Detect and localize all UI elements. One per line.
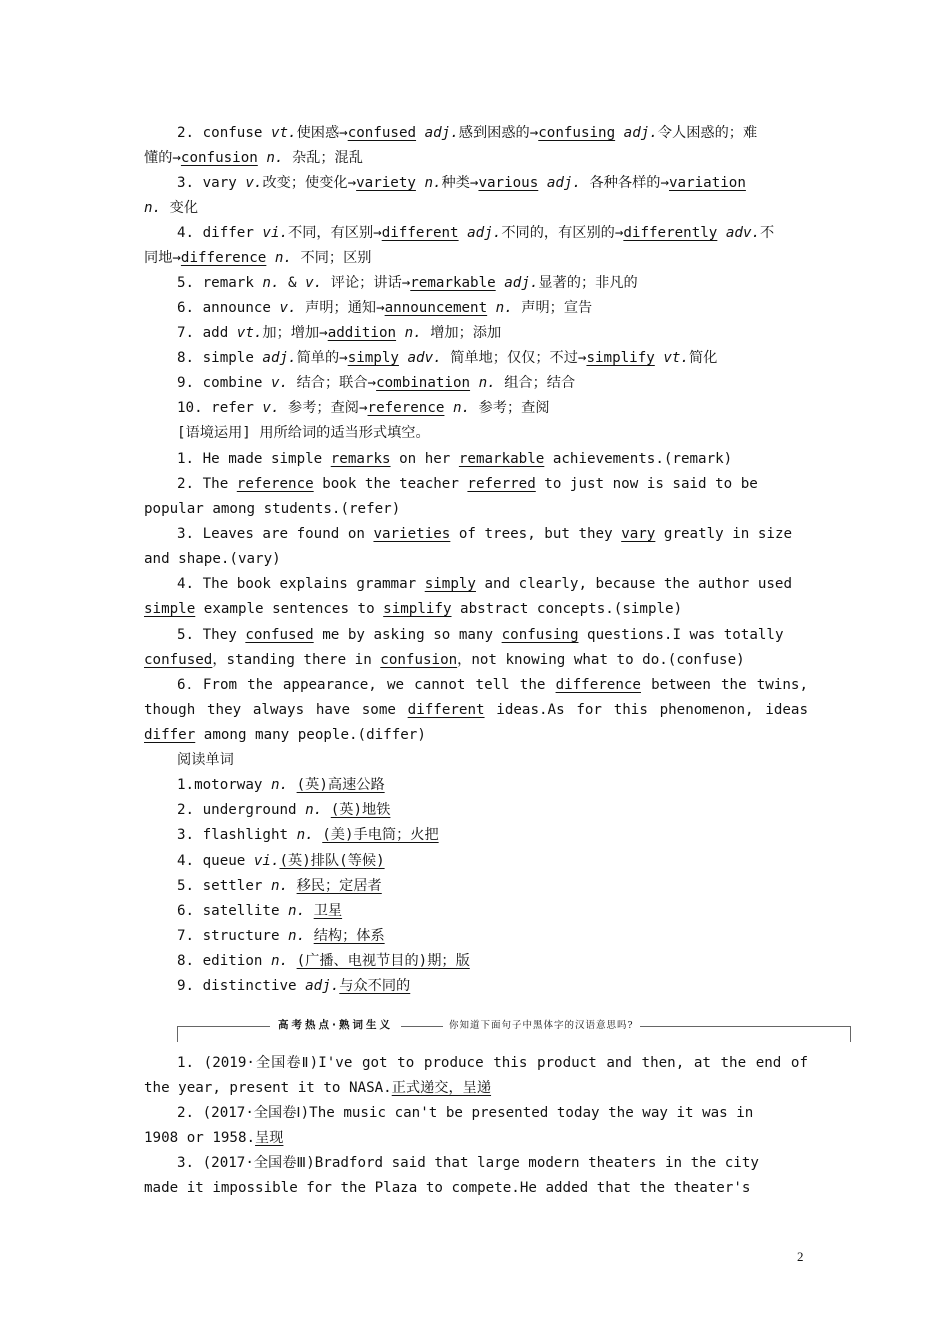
answer-blank: variety bbox=[356, 175, 416, 191]
answer-blank: variation bbox=[669, 175, 746, 191]
text-run: abstract concepts.(simple) bbox=[451, 601, 683, 617]
text-run bbox=[396, 325, 405, 341]
text-run: among many people.(differ) bbox=[195, 727, 426, 743]
answer-blank: vary bbox=[621, 526, 656, 542]
text-run bbox=[399, 350, 408, 366]
answer-blank: varieties bbox=[373, 526, 451, 542]
text-run: 使困惑→ bbox=[296, 125, 348, 141]
answer-blank: 结构；体系 bbox=[313, 928, 385, 944]
answer-blank: 卫星 bbox=[313, 903, 343, 919]
part-of-speech: v. bbox=[270, 375, 289, 391]
text-run: 简单地；仅仅；不过→ bbox=[441, 350, 587, 366]
text-run: 1.motorway bbox=[177, 777, 271, 793]
text-line bbox=[177, 424, 808, 442]
part-of-speech: n. bbox=[305, 802, 323, 818]
text-run: 5. They bbox=[177, 627, 246, 643]
part-of-speech: n. bbox=[288, 903, 306, 919]
answer-blank: simply bbox=[347, 350, 399, 366]
text-run: 2. (2017·全国卷Ⅰ)The music can't be presented today the way it was in bbox=[177, 1105, 754, 1121]
text-run: 5. settler bbox=[177, 878, 271, 894]
answer-blank: reference bbox=[236, 476, 314, 492]
text-line bbox=[177, 374, 808, 392]
text-run: between the twins, bbox=[640, 677, 808, 693]
text-line bbox=[177, 349, 808, 367]
text-run bbox=[459, 225, 468, 241]
text-line bbox=[177, 1054, 808, 1072]
text-run bbox=[288, 953, 297, 969]
text-run: 简化 bbox=[688, 350, 718, 366]
text-run: popular among students.(refer) bbox=[144, 501, 401, 517]
part-of-speech: adj. bbox=[467, 225, 502, 241]
text-run: example sentences to bbox=[195, 601, 384, 617]
text-run bbox=[496, 275, 505, 291]
text-line bbox=[144, 726, 808, 744]
text-run: 6. announce bbox=[177, 300, 280, 316]
text-line bbox=[177, 977, 808, 995]
answer-blank: different bbox=[407, 702, 485, 718]
answer-blank: (英)地铁 bbox=[330, 802, 391, 818]
text-run: and clearly, because the author used bbox=[475, 576, 793, 592]
part-of-speech: n. bbox=[424, 175, 442, 191]
part-of-speech: adj. bbox=[424, 125, 459, 141]
text-run: 阅读单词 bbox=[177, 752, 234, 768]
text-run: 3. (2017·全国卷Ⅲ)Bradford said that large modern theaters in the city bbox=[177, 1155, 759, 1171]
answer-blank: 移民；定居者 bbox=[296, 878, 382, 894]
text-run: 杂乱；混乱 bbox=[283, 150, 363, 166]
text-line bbox=[177, 852, 808, 870]
banner-left-cap bbox=[177, 1026, 178, 1042]
banner-title: 高考热点·熟词生义 bbox=[270, 1017, 401, 1032]
text-line bbox=[177, 1104, 808, 1122]
text-line bbox=[177, 676, 808, 694]
part-of-speech: n. bbox=[270, 777, 289, 793]
text-run: 不同；区别 bbox=[291, 250, 372, 266]
text-run bbox=[717, 225, 726, 241]
text-run: 不 bbox=[760, 225, 775, 241]
text-run: 9. combine bbox=[177, 375, 271, 391]
answer-blank: (广播、电视节目的)期；版 bbox=[296, 953, 470, 969]
text-run: the year, present it to NASA. bbox=[144, 1080, 392, 1096]
text-run bbox=[288, 777, 297, 793]
answer-blank: remarkable bbox=[410, 275, 496, 291]
part-of-speech: vt. bbox=[236, 325, 263, 341]
text-run: achievements.(remark) bbox=[544, 451, 733, 467]
part-of-speech: v. bbox=[305, 275, 323, 291]
text-run: 改变；使变化→ bbox=[262, 175, 357, 191]
text-line bbox=[177, 525, 808, 543]
text-run: 增加；添加 bbox=[421, 325, 502, 341]
part-of-speech: n. bbox=[266, 150, 284, 166]
text-run: 简单的→ bbox=[296, 350, 348, 366]
text-line bbox=[177, 626, 808, 644]
text-run: 7. structure bbox=[177, 928, 289, 944]
text-run bbox=[305, 928, 314, 944]
part-of-speech: n. bbox=[274, 250, 292, 266]
text-run: [语境运用] 用所给词的适当形式填空。 bbox=[177, 425, 430, 441]
text-run: 9. distinctive bbox=[177, 978, 306, 994]
answer-blank: addition bbox=[327, 325, 397, 341]
text-run: 4. queue bbox=[177, 853, 254, 869]
text-line bbox=[177, 450, 808, 468]
text-line bbox=[144, 1079, 808, 1097]
text-line bbox=[177, 124, 808, 142]
text-run: 1908 or 1958. bbox=[144, 1130, 256, 1146]
answer-blank: simplify bbox=[383, 601, 452, 617]
text-run: 2. underground bbox=[177, 802, 306, 818]
part-of-speech: vt. bbox=[270, 125, 297, 141]
text-run: questions.I was totally bbox=[578, 627, 784, 643]
part-of-speech: adv. bbox=[407, 350, 442, 366]
text-line bbox=[177, 224, 808, 242]
answer-blank: 与众不同的 bbox=[339, 978, 411, 994]
answer-blank: various bbox=[478, 175, 539, 191]
text-line bbox=[177, 751, 808, 769]
text-run: 种类→ bbox=[441, 175, 479, 191]
part-of-speech: adj. bbox=[262, 350, 297, 366]
part-of-speech: v. bbox=[245, 175, 263, 191]
answer-blank: remarks bbox=[330, 451, 391, 467]
text-line bbox=[144, 199, 808, 217]
text-run: 3. flashlight bbox=[177, 827, 297, 843]
text-line bbox=[177, 952, 808, 970]
text-line bbox=[144, 550, 808, 568]
text-line bbox=[177, 174, 808, 192]
answer-blank: simplify bbox=[586, 350, 655, 366]
text-run: to just now is said to be bbox=[535, 476, 758, 492]
text-run bbox=[288, 878, 297, 894]
banner-subtitle: 你知道下面句子中黑体字的汉语意思吗? bbox=[443, 1017, 640, 1031]
text-run: 感到困惑的→ bbox=[458, 125, 539, 141]
answer-blank: remarkable bbox=[458, 451, 545, 467]
part-of-speech: vi. bbox=[253, 853, 280, 869]
text-run: 评论；讲话→ bbox=[322, 275, 411, 291]
text-line bbox=[177, 801, 808, 819]
part-of-speech: vt. bbox=[663, 350, 689, 366]
text-run bbox=[314, 827, 323, 843]
text-run: 参考；查阅 bbox=[470, 400, 550, 416]
text-line bbox=[177, 877, 808, 895]
part-of-speech: adj. bbox=[623, 125, 658, 141]
text-run: ，not knowing what to do.(confuse) bbox=[457, 652, 745, 668]
part-of-speech: n. bbox=[270, 953, 289, 969]
text-line bbox=[144, 249, 808, 267]
part-of-speech: v. bbox=[262, 400, 280, 416]
text-line bbox=[177, 927, 808, 945]
text-run bbox=[305, 903, 314, 919]
text-run bbox=[615, 125, 624, 141]
part-of-speech: n. bbox=[270, 878, 289, 894]
text-line bbox=[177, 575, 808, 593]
answer-blank: referred bbox=[467, 476, 536, 492]
answer-blank: differently bbox=[623, 225, 718, 241]
text-run: 4. The book explains grammar bbox=[177, 576, 425, 592]
text-run: 结合；联合→ bbox=[288, 375, 377, 391]
text-run: me by asking so many bbox=[313, 627, 502, 643]
text-run: 6. satellite bbox=[177, 903, 289, 919]
part-of-speech: v. bbox=[279, 300, 297, 316]
page-number: 2 bbox=[797, 1249, 804, 1264]
text-line bbox=[144, 701, 808, 719]
answer-blank: 呈现 bbox=[255, 1130, 284, 1146]
answer-blank: confusing bbox=[501, 627, 579, 643]
text-run: 5. remark bbox=[177, 275, 263, 291]
answer-blank: reference bbox=[367, 400, 445, 416]
text-run: though they always have some bbox=[144, 702, 408, 718]
text-line bbox=[144, 651, 808, 669]
part-of-speech: vi. bbox=[262, 225, 289, 241]
text-run: 不同，有区别→ bbox=[288, 225, 382, 241]
text-run: 不同的，有区别的→ bbox=[501, 225, 624, 241]
answer-blank: simply bbox=[424, 576, 476, 592]
text-run: ，standing there in bbox=[212, 652, 381, 668]
text-run bbox=[266, 250, 275, 266]
text-run: 3. Leaves are found on bbox=[177, 526, 374, 542]
text-run: 10. refer bbox=[177, 400, 263, 416]
text-run: 令人困惑的；难 bbox=[657, 125, 758, 141]
text-run: 声明；宣告 bbox=[512, 300, 593, 316]
answer-blank: difference bbox=[555, 677, 641, 693]
text-run: 显著的；非凡的 bbox=[538, 275, 638, 291]
text-run: greatly in size bbox=[655, 526, 793, 542]
banner-right-cap bbox=[850, 1026, 851, 1042]
answer-blank: confused bbox=[347, 125, 417, 141]
answer-blank: confusion bbox=[380, 652, 458, 668]
text-run bbox=[322, 802, 331, 818]
text-run: 1. (2019·全国卷Ⅱ)I've got to produce this product and then, at the end of bbox=[177, 1055, 808, 1071]
text-run: & bbox=[279, 275, 306, 291]
text-line bbox=[144, 500, 808, 518]
text-line bbox=[177, 826, 808, 844]
text-line bbox=[177, 1154, 808, 1172]
answer-blank: confused bbox=[144, 652, 213, 668]
text-run: 1. He made simple bbox=[177, 451, 331, 467]
answer-blank: confused bbox=[245, 627, 314, 643]
answer-blank: (英)排队(等候) bbox=[279, 853, 385, 869]
part-of-speech: n. bbox=[478, 375, 496, 391]
text-run: 7. add bbox=[177, 325, 237, 341]
text-line bbox=[177, 475, 808, 493]
text-run bbox=[538, 175, 547, 191]
text-line bbox=[144, 1179, 808, 1197]
text-run: 各种各样的→ bbox=[580, 175, 670, 191]
text-run bbox=[487, 300, 496, 316]
text-line bbox=[177, 902, 808, 920]
text-line bbox=[144, 149, 808, 167]
text-run: and shape.(vary) bbox=[144, 551, 281, 567]
text-run: of trees, but they bbox=[450, 526, 622, 542]
part-of-speech: adv. bbox=[725, 225, 761, 241]
answer-blank: (英)高速公路 bbox=[296, 777, 385, 793]
text-run: 8. edition bbox=[177, 953, 271, 969]
text-run bbox=[470, 375, 479, 391]
text-run: ideas.As for this phenomenon, ideas bbox=[484, 702, 808, 718]
text-line bbox=[177, 776, 808, 794]
section-banner bbox=[177, 1012, 851, 1046]
text-run: 4. differ bbox=[177, 225, 263, 241]
text-run: 2. confuse bbox=[177, 125, 271, 141]
answer-blank: simple bbox=[144, 601, 196, 617]
text-line bbox=[177, 299, 808, 317]
part-of-speech: n. bbox=[262, 275, 280, 291]
text-run: on her bbox=[390, 451, 459, 467]
part-of-speech: adj. bbox=[546, 175, 581, 191]
text-run: 同地→ bbox=[144, 250, 181, 266]
text-run: 懂的→ bbox=[144, 150, 181, 166]
text-run: 3. vary bbox=[177, 175, 246, 191]
answer-blank: confusion bbox=[180, 150, 258, 166]
part-of-speech: adj. bbox=[504, 275, 539, 291]
text-run: 加；增加→ bbox=[262, 325, 328, 341]
text-line bbox=[177, 324, 808, 342]
answer-blank: (美)手电筒；火把 bbox=[322, 827, 439, 843]
text-line bbox=[144, 1129, 808, 1147]
answer-blank: difference bbox=[180, 250, 267, 266]
part-of-speech: n. bbox=[495, 300, 513, 316]
text-run: 变化 bbox=[161, 200, 199, 216]
text-line bbox=[144, 600, 808, 618]
answer-blank: combination bbox=[376, 375, 471, 391]
answer-blank: confusing bbox=[538, 125, 616, 141]
part-of-speech: adj. bbox=[305, 978, 340, 994]
text-run: 2. The bbox=[177, 476, 237, 492]
text-run: 组合；结合 bbox=[495, 375, 576, 391]
text-run: 参考；查阅→ bbox=[279, 400, 368, 416]
text-line bbox=[177, 274, 808, 292]
text-run: 声明；通知→ bbox=[296, 300, 385, 316]
answer-blank: different bbox=[381, 225, 459, 241]
text-run: book the teacher bbox=[313, 476, 468, 492]
text-run: made it impossible for the Plaza to compete.He added that the theater's bbox=[144, 1180, 751, 1196]
text-run bbox=[444, 400, 453, 416]
text-run: 6．From the appearance, we cannot tell the bbox=[177, 677, 556, 693]
text-run bbox=[416, 125, 425, 141]
text-run: 8. simple bbox=[177, 350, 263, 366]
part-of-speech: n. bbox=[452, 400, 471, 416]
part-of-speech: n. bbox=[144, 200, 162, 216]
text-line bbox=[177, 399, 808, 417]
answer-blank: announcement bbox=[384, 300, 488, 316]
part-of-speech: n. bbox=[296, 827, 314, 843]
answer-blank: 正式递交，呈递 bbox=[391, 1080, 492, 1096]
answer-blank: differ bbox=[144, 727, 196, 743]
part-of-speech: n. bbox=[288, 928, 306, 944]
part-of-speech: n. bbox=[404, 325, 422, 341]
